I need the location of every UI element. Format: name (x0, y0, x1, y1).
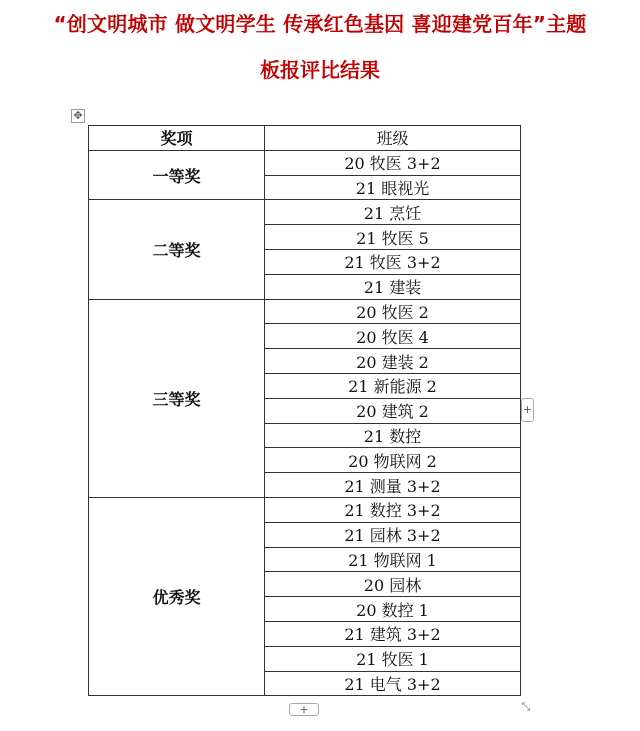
class-cell: 21 牧医 3+2 (265, 249, 521, 274)
class-cell: 20 物联网 2 (265, 448, 521, 473)
class-cell: 21 建筑 3+2 (265, 621, 521, 646)
class-cell: 20 建装 2 (265, 349, 521, 374)
header-class: 班级 (265, 126, 521, 151)
class-cell: 21 牧医 5 (265, 225, 521, 250)
class-cell: 21 数控 3+2 (265, 497, 521, 522)
table-header-row (89, 126, 521, 151)
class-cell: 20 数控 1 (265, 597, 521, 622)
class-cell: 20 建筑 2 (265, 398, 521, 423)
class-cell: 20 牧医 2 (265, 299, 521, 324)
header-prize: 奖项 (89, 126, 265, 151)
table-move-handle-icon[interactable]: ✥ (71, 109, 85, 123)
class-cell: 20 园林 (265, 572, 521, 597)
class-cell: 21 数控 (265, 423, 521, 448)
class-cell: 21 建装 (265, 274, 521, 299)
prize-cell: 三等奖 (89, 299, 265, 497)
class-cell: 21 测量 3+2 (265, 473, 521, 498)
table-row (89, 497, 521, 522)
class-cell: 20 牧医 4 (265, 324, 521, 349)
table-row (89, 150, 521, 175)
class-cell: 21 眼视光 (265, 175, 521, 200)
table-resize-handle-icon[interactable]: ⤡ (521, 700, 531, 713)
class-cell: 20 牧医 3+2 (265, 150, 521, 175)
results-table (88, 125, 521, 696)
prize-cell: 二等奖 (89, 200, 265, 299)
document-title-line-2: 板报评比结果 (260, 58, 380, 82)
prize-cell: 优秀奖 (89, 497, 265, 695)
class-cell: 21 新能源 2 (265, 373, 521, 398)
class-cell: 21 牧医 1 (265, 646, 521, 671)
prize-cell: 一等奖 (89, 150, 265, 200)
table-row (89, 200, 521, 225)
class-cell: 21 电气 3+2 (265, 671, 521, 696)
class-cell: 21 物联网 1 (265, 547, 521, 572)
document-title-line-1: “创文明城市 做文明学生 传承红色基因 喜迎建党百年”主题 (53, 12, 587, 36)
table-row (89, 299, 521, 324)
add-row-button[interactable]: + (289, 703, 319, 716)
add-column-button[interactable]: + (521, 398, 534, 422)
class-cell: 21 烹饪 (265, 200, 521, 225)
class-cell: 21 园林 3+2 (265, 522, 521, 547)
